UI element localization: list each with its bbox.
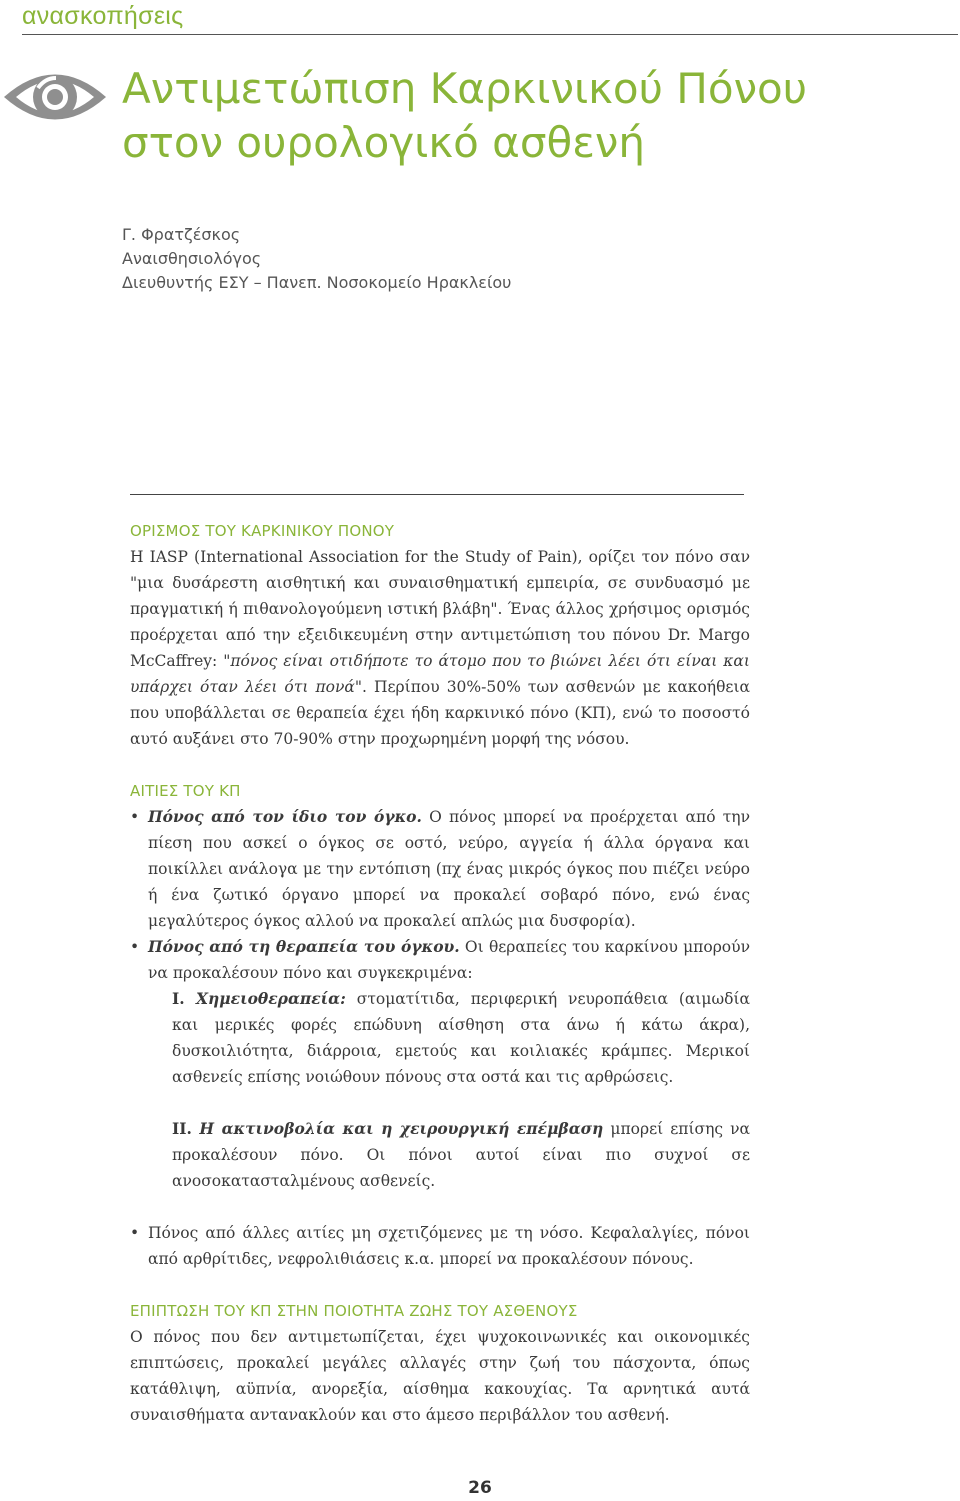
impact-heading: ΕΠΙΠΤΩΣΗ ΤΟΥ ΚΠ ΣΤΗΝ ΠΟΙΟΤΗΤΑ ΖΩΗΣ ΤΟΥ ΑΣΘΕΝΟΥΣ	[130, 1302, 578, 1320]
causes-list-2	[130, 1220, 750, 1272]
eye-icon	[0, 58, 110, 136]
author-block	[122, 223, 511, 295]
sub-1-text: στοματίτιδα, περιφερική νευροπάθεια (αιμωδία και μερικές φορές επώδυνη αίσθηση στα άνω ή κάτω άκρα), δυσκοιλιότητα, διάρροια, εμετούς και κοιλιακές κράμπες. Μερικοί ασθενείς επίσης νοιώθουν πόνους στα οστά και τις αρθρώσεις.	[172, 990, 750, 1086]
sub-item-chemotherapy	[130, 986, 750, 1090]
cause-2-text: Οι θεραπείες του καρκίνου μπορούν να προκαλέσουν πόνο και συγκεκριμένα:	[148, 938, 750, 982]
list-item	[130, 804, 750, 934]
author-name: Γ. Φρατζέσκος	[122, 225, 241, 244]
author-affiliation: Διευθυντής ΕΣΥ – Πανεπ. Νοσοκομείο Ηρακλείου	[122, 273, 512, 292]
causes-list	[130, 804, 750, 986]
definition-text-b: ". Περίπου 30%-50% των ασθενών με κακοήθεια που υποβάλλεται σε θεραπεία έχει ήδη καρκινικό πόνο (ΚΠ), ενώ το ποσοστό αυτό αυξάνει στο 70-90% στην προχωρημένη μορφή της νόσου.	[130, 678, 750, 748]
sub-2-text: μπορεί επίσης να προκαλέσουν πόνο. Οι πόνοι αυτοί είναι πιο συχνοί σε ανοσοκατασταλμένους ασθενείς.	[172, 1120, 751, 1190]
sub-1-lead: Χημειοθεραπεία:	[196, 989, 346, 1008]
cause-1-text: Ο πόνος μπορεί να προέρχεται από την πίεση που ασκεί ο όγκος σε οστό, νεύρο, αγγεία ή άλλα όργανα και ποικίλλει ανάλογα με την εντόπιση (πχ ένας μικρός όγκος που πιέζει νεύρο ή ένα ζωτικό όργανο μπορεί να προκαλεί σοβαρό πόνο, ενώ ένας μεγαλύτερος όγκος αλλού να προκαλεί απλώς μια δυσφορία).	[148, 808, 750, 930]
author-role: Αναισθησιολόγος	[122, 249, 262, 268]
title-line-1: Αντιμετώπιση Καρκινικού Πόνου	[122, 64, 808, 113]
title-line-2: στον ουρολογικό ασθενή	[122, 118, 645, 167]
article-title	[122, 62, 942, 170]
sub-2-lead: Η ακτινοβολία και η χειρουργική επέμβαση	[199, 1119, 604, 1138]
definition-quote: πόνος είναι οτιδήποτε το άτομο που το βιώνει λέει ότι είναι και υπάρχει όταν λέει ότι πονά	[130, 652, 750, 696]
list-item	[130, 934, 750, 986]
causes-heading: ΑΙΤΙΕΣ ΤΟΥ ΚΠ	[130, 782, 241, 800]
section-divider	[130, 494, 744, 495]
sub-2-num: ΙΙ.	[172, 1119, 200, 1138]
definition-text-a: Η IASP (International Association for the Study of Pain), ορίζει τον πόνο σαν "μια δυσάρεστη αισθητική και συναισθηματική εμπειρία, σε συνδυασμό με πραγματική ή πιθανολογούμενη ιστική βλάβη". Ένας άλλος χρήσιμος ορισμός προέρχεται από την εξειδικευμένη στην αντιμετώπιση του πόνου Dr. Margo McCaffrey: "	[130, 548, 750, 670]
section-tag: ανασκοπήσεις	[22, 2, 184, 30]
sub-item-radiation	[130, 1116, 750, 1194]
page-number: 26	[468, 1478, 492, 1498]
list-item	[130, 1220, 750, 1272]
cause-2-lead: Πόνος από τη θεραπεία του όγκου.	[148, 937, 460, 956]
article-body	[130, 518, 750, 1428]
sub-1-num: Ι.	[172, 989, 197, 1008]
definition-paragraph	[130, 544, 750, 752]
cause-3-text: Πόνος από άλλες αιτίες μη σχετιζόμενες με τη νόσο. Κεφαλαλγίες, πόνοι από αρθρίτιδες, νεφρολιθιάσεις κ.α. μπορεί να προκαλέσουν πόνους.	[148, 1224, 750, 1268]
impact-paragraph: Ο πόνος που δεν αντιμετωπίζεται, έχει ψυχοκοινωνικές και οικονομικές επιπτώσεις, προκαλεί μεγάλες αλλαγές στην ζωή του πάσχοντα, όπως κατάθλιψη, αϋπνία, ανορεξία, αίσθημα κακουχίας. Τα αρνητικά αυτά συναισθήματα αντανακλούν και στο άμεσο περιβάλλον του ασθενή.	[130, 1328, 750, 1424]
top-rule	[22, 34, 958, 35]
cause-1-lead: Πόνος από τον ίδιο τον όγκο.	[148, 807, 422, 826]
definition-heading: ΟΡΙΣΜΟΣ ΤΟΥ ΚΑΡΚΙΝΙΚΟΥ ΠΟΝΟΥ	[130, 522, 395, 540]
